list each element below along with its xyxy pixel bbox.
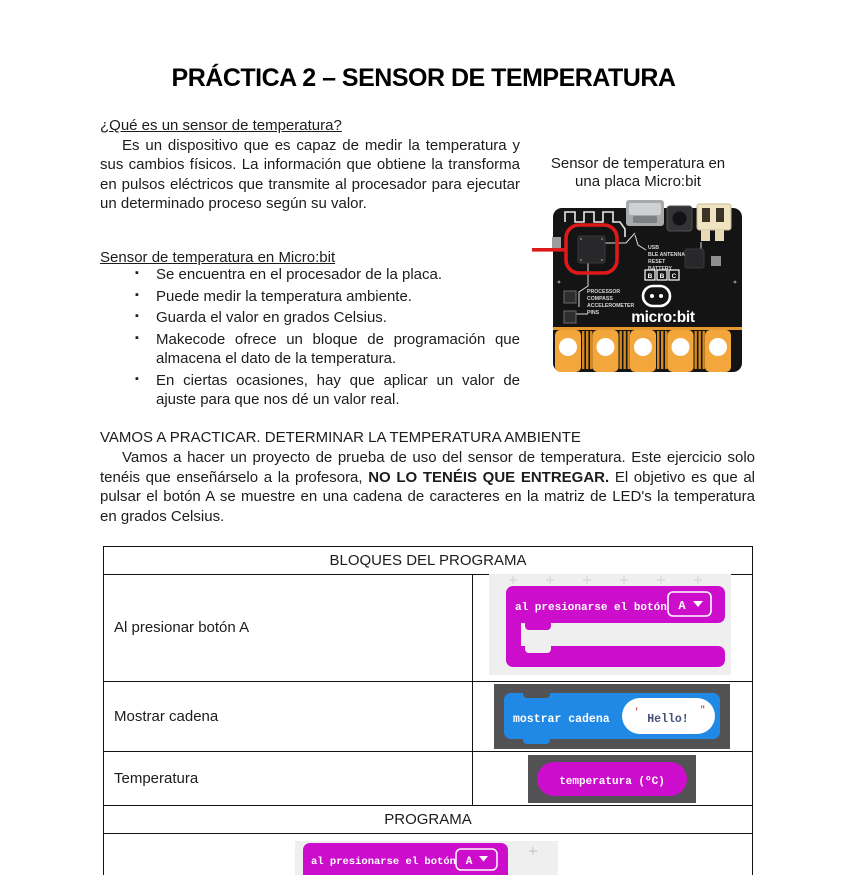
edge-trace <box>553 327 742 330</box>
bullet-icon: ▪ <box>135 331 139 344</box>
usb-connector <box>626 200 664 226</box>
button-dropdown-value: A <box>678 599 686 613</box>
practice-text-bold: NO LO TENÉIS QUE ENTREGAR. <box>368 468 610 486</box>
label-processor: PROCESSOR <box>587 289 621 295</box>
reset-button <box>667 206 692 231</box>
practice-heading: VAMOS A PRACTICAR. DETERMINAR LA TEMPERATURA AMBIENTE <box>100 429 581 446</box>
button-dropdown <box>668 592 711 616</box>
block-notch-socket <box>525 643 551 653</box>
practice-text-after: El objetivo es que al pulsar el botón A se muestre en una cadena de caracteres en la matriz de LED's la temperatura en grados Celsius. <box>100 468 755 525</box>
label-compass: COMPASS <box>587 296 613 302</box>
program-on-button-label: al presionarse el botón <box>311 856 456 868</box>
practice-paragraph <box>100 448 755 526</box>
figure-caption-line1: Sensor de temperatura en <box>550 155 726 172</box>
microbit-section-heading: Sensor de temperatura en Micro:bit <box>100 249 336 266</box>
label-accelerometer: ACCELEROMETER <box>587 303 635 309</box>
table-header-programa: PROGRAMA <box>104 805 752 833</box>
list-item: ▪ En ciertas ocasiones, hay que aplicar un valor de ajuste para que nos dé un valor real. <box>135 371 520 408</box>
figure-caption-line2: una placa Micro:bit <box>575 173 701 190</box>
row-label-temperature: Temperatura <box>104 752 473 805</box>
page-title: PRÁCTICA 2 – SENSOR DE TEMPERATURA <box>171 64 676 92</box>
bbc-letter-2: B <box>659 273 665 280</box>
intro-heading: ¿Qué es un sensor de temperatura? <box>100 117 342 134</box>
microbit-board-figure <box>530 192 744 374</box>
bbc-letter-3: C <box>671 273 677 280</box>
quote-open: ' <box>634 707 640 717</box>
microbit-bullet-list <box>135 265 520 412</box>
string-value: Hello! <box>647 713 689 726</box>
temperature-block-label: temperatura (ºC) <box>559 776 665 788</box>
makecode-program-block-image <box>295 841 558 875</box>
bullet-icon: ▪ <box>135 310 139 322</box>
quote-close: " <box>700 705 706 715</box>
left-edge-component <box>552 237 561 249</box>
block-notch-tab <box>525 620 551 630</box>
makecode-on-button-block-image <box>489 574 731 675</box>
label-reset: RESET <box>648 259 666 265</box>
bullet-icon: ▪ <box>135 288 139 301</box>
block-notch-socket <box>523 689 550 698</box>
processor-chip <box>578 236 605 263</box>
label-pins: PINS <box>587 310 600 316</box>
table-header-bloques: BLOQUES DEL PROGRAMA <box>329 551 527 569</box>
label-ble-antenna: BLE ANTENNA <box>648 252 685 258</box>
mount-dot-left <box>558 281 561 284</box>
makecode-temperature-block-image <box>528 755 696 803</box>
label-battery: BATTERY <box>648 266 672 272</box>
block-notch-tab <box>523 735 550 744</box>
bullet-icon: ▪ <box>135 267 139 279</box>
string-value-field <box>622 698 715 734</box>
bbc-letter-1: B <box>647 273 653 280</box>
list-item: ▪ Guarda el valor en grados Celsius. <box>135 309 387 326</box>
list-item: ▪ Makecode ofrece un bloque de programación que almacena el dato de la temperatura. <box>135 330 520 367</box>
button-dropdown <box>456 849 497 870</box>
list-item: ▪ Se encuentra en el procesador de la placa. <box>135 266 443 283</box>
button-dropdown-value: A <box>465 856 473 868</box>
microbit-brand-text: micro:bit <box>631 309 695 326</box>
list-item: ▪ Puede medir la temperatura ambiente. <box>135 287 412 305</box>
makecode-show-string-block-image <box>494 684 730 749</box>
row-label-on-button: Al presionar botón A <box>104 575 473 682</box>
red-callout-line <box>532 248 566 252</box>
bullet-icon: ▪ <box>135 372 139 385</box>
mount-dot-right <box>734 281 737 284</box>
figure-caption <box>528 155 748 191</box>
on-button-block-label: al presionarse el botón <box>515 602 667 614</box>
show-string-block-label: mostrar cadena <box>513 713 610 726</box>
row-label-show-string: Mostrar cadena <box>104 682 473 751</box>
label-usb: USB <box>648 245 659 251</box>
practice-text-before: Vamos a hacer un proyecto de prueba de uso del sensor de temperatura. Este ejercicio solo tenéis que enseñárselo a la profesora, <box>100 449 755 486</box>
intro-paragraph: Es un dispositivo que es capaz de medir la temperatura y sus cambios físicos. La información que obtiene la transforma en pulsos eléctricos que transmite al procesador para ejecutar un determinado proceso según su valor. <box>100 137 520 212</box>
